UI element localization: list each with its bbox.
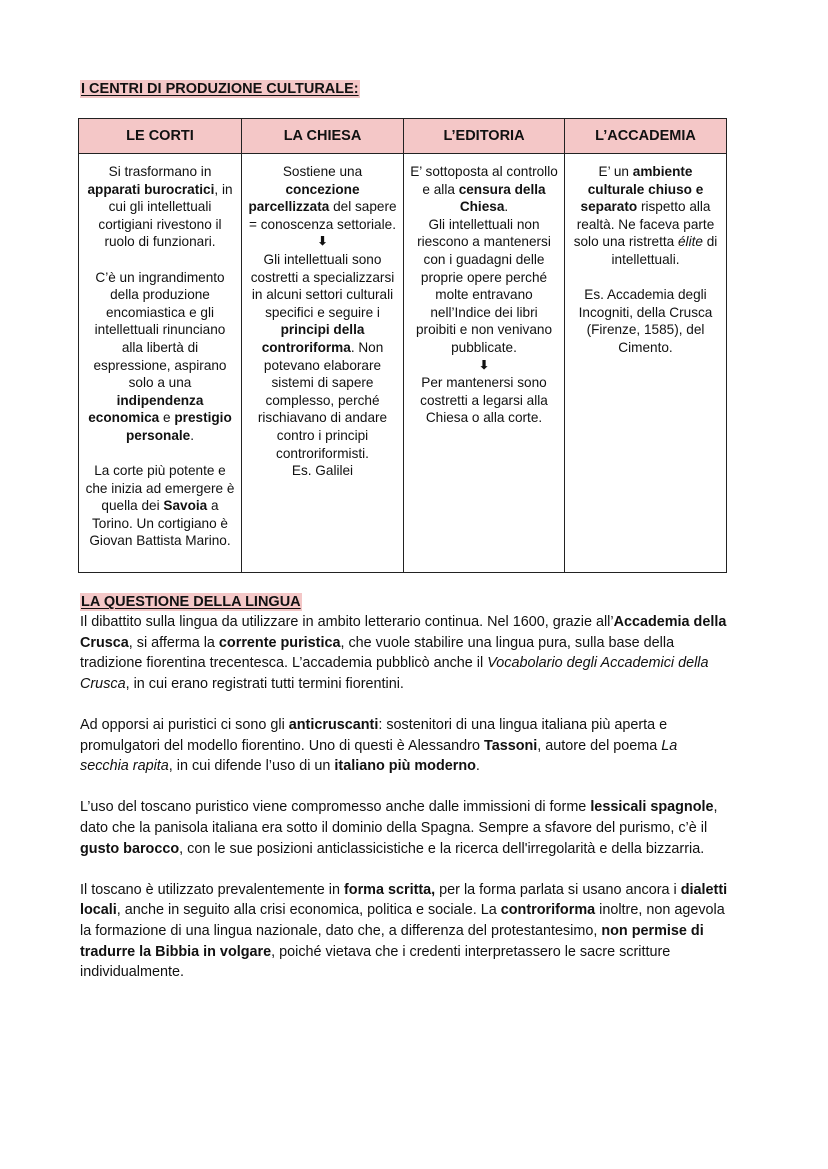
chiesa-example: Es. Galilei (291, 463, 354, 479)
arrow-down-icon: ⬇ (478, 357, 490, 372)
lingua-paragraph-1: Il dibattito sulla lingua da utilizzare in ambito letterario continua. Nel 1600, grazie all’Accademia della Crusca, si afferma la corrente puristica, che vuole stabilire una lingua pura, sulla base della tradizione fiorentina trecentesca. L’accademia pubblicò anche il Vocabolario degli Accademici della Crusca, in cui erano registrati tutti termini fiorentini. (80, 614, 727, 692)
table-body-row (79, 154, 727, 573)
cell-corti (79, 154, 242, 573)
arrow-down-icon: ⬇ (317, 234, 328, 249)
section-title-lingua: LA QUESTIONE DELLA LINGUA (81, 594, 301, 610)
cell-editoria (404, 154, 565, 573)
centri-table (78, 118, 727, 573)
editoria-paragraph-2: Gli intellettuali non riescono a mantenersi con i guadagni delle proprie opere perché molte entravano nell’Indice dei libri proibiti e non venivano pubblicate. (415, 216, 553, 355)
chiesa-paragraph-2: Gli intellettuali sono costretti a specializzarsi in alcuni settori culturali specifici e seguire i principi della controriforma. Non potevano elaborare sistemi di sapere complesso, perché rischiavano di andare contro i principi controriformisti. (250, 251, 395, 461)
corti-paragraph-1: Si trasformano in apparati burocratici, in cui gli intellettuali cortigiani rivestono il ruolo di funzionari. (87, 164, 233, 250)
accademia-paragraph-1: E’ un ambiente culturale chiuso e separato rispetto alla realtà. Ne faceva parte solo una ristretta élite di intellettuali. (573, 164, 718, 267)
accademia-paragraph-2: Es. Accademia degli Incogniti, della Crusca (Firenze, 1585), del Cimento. (578, 287, 713, 355)
lingua-paragraph-2: Ad opporsi ai puristici ci sono gli anticruscanti: sostenitori di una lingua italiana più aperta e promulgatori del modello fiorentino. Uno di questi è Alessandro Tassoni, autore del poema La secchia rapita, in cui difende l’uso di un italiano più moderno. (80, 716, 678, 775)
cell-chiesa (242, 154, 404, 573)
section-title-centri: I CENTRI DI PRODUZIONE CULTURALE: (81, 81, 359, 97)
column-header-chiesa: LA CHIESA (242, 119, 404, 154)
column-header-corti: LE CORTI (79, 119, 242, 154)
corti-paragraph-2: C’è un ingrandimento della produzione encomiastica e gli intellettuali rinunciano alla libertà di espressione, aspirano solo a una indipendenza economica e prestigio personale. (88, 269, 232, 443)
editoria-paragraph-3: Per mantenersi sono costretti a legarsi alla Chiesa o alla corte. (420, 375, 548, 426)
column-header-editoria: L’EDITORIA (404, 119, 565, 154)
editoria-paragraph-1: E’ sottoposta al controllo e alla censura della Chiesa. (410, 164, 558, 215)
corti-paragraph-3: La corte più potente e che inizia ad emergere è quella dei Savoia a Torino. Un cortigiano è Giovan Battista Marino. (85, 463, 235, 549)
lingua-paragraph-4: Il toscano è utilizzato prevalentemente in forma scritta, per la forma parlata si usano ancora i dialetti locali, anche in seguito alla crisi economica, politica e sociale. La controriforma inoltre, non agevola la formazione di una lingua nazionale, dato che, a differenza del protestantesimo, non permise di tradurre la Bibbia in volgare, poiché vietava che i credenti interpretassero le sacre scritture individualmente. (80, 881, 728, 981)
cell-accademia (565, 154, 727, 573)
column-header-accademia: L’ACCADEMIA (565, 119, 727, 154)
table-header-row (79, 119, 727, 154)
lingua-body (80, 612, 730, 1003)
chiesa-paragraph-1: Sostiene una concezione parcellizzata del sapere = conoscenza settoriale. (248, 164, 397, 232)
lingua-paragraph-3: L’uso del toscano puristico viene compromesso anche dalle immissioni di forme lessicali spagnole, dato che la panisola italiana era sotto il dominio della Spagna. Sempre a sfavore del purismo, c’è il gusto barocco, con le sue posizioni anticlassicistiche e la ricerca dell'irregolarità e della bizzarria. (80, 799, 718, 857)
